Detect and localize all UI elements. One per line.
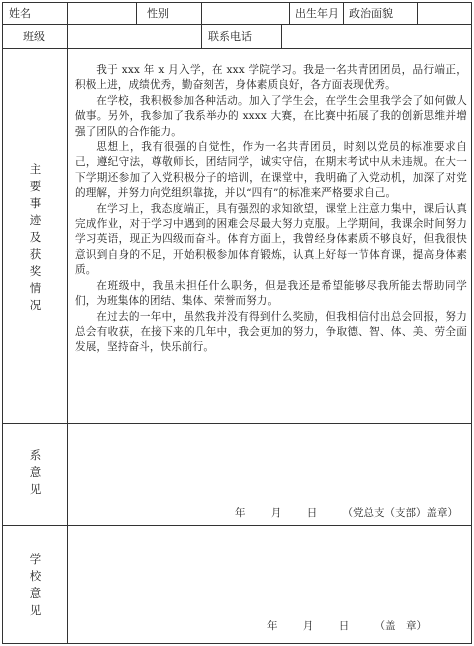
achievements-text <box>75 63 467 356</box>
achievements-section-label <box>3 161 68 314</box>
department-opinion-label <box>3 447 68 498</box>
column-divider <box>417 3 418 24</box>
label-char: 迹 <box>29 213 42 227</box>
political-status-label: 政治面貌 <box>349 7 393 20</box>
year-label: 年 <box>235 507 246 519</box>
label-column-divider <box>67 3 68 643</box>
label-char: 事 <box>29 196 42 210</box>
application-form-table <box>2 2 472 644</box>
paragraph: 在过去的一年中，虽然我并没有得到什么奖励，但我相信付出总会回报，努力总会有收获，在接下来的几年中，我会更加的努力，争取德、智、体、美、劳全面发展，坚持奋斗，快乐前行。 <box>75 310 467 354</box>
department-signature-line <box>235 505 458 520</box>
day-label: 日 <box>338 620 350 632</box>
gender-label: 性别 <box>147 7 169 20</box>
column-divider <box>289 3 290 24</box>
label-char: 及 <box>29 230 42 244</box>
name-value-field[interactable] <box>74 8 130 20</box>
phone-label: 联系电话 <box>208 30 252 43</box>
label-char: 主 <box>29 162 42 176</box>
column-divider <box>281 24 282 48</box>
seal-note: （党总支（支部）盖章） <box>342 507 459 519</box>
column-divider <box>201 3 202 24</box>
label-char: 意 <box>29 465 42 479</box>
label-char: 获 <box>29 247 42 261</box>
gender-value-field[interactable] <box>207 8 283 20</box>
row-divider <box>3 423 471 424</box>
department-opinion-field[interactable] <box>73 428 465 503</box>
school-opinion-field[interactable] <box>73 531 465 613</box>
label-char: 情 <box>29 281 42 295</box>
political-status-value-field[interactable] <box>423 8 467 20</box>
school-signature-line <box>267 618 427 633</box>
label-char: 学 <box>29 552 42 566</box>
label-char: 况 <box>29 298 42 312</box>
column-divider <box>343 3 344 24</box>
column-divider <box>201 24 202 48</box>
label-char: 见 <box>29 482 42 496</box>
seal-note: （盖 章） <box>374 620 428 632</box>
name-label: 姓名 <box>9 7 31 20</box>
birth-date-label: 出生年月 <box>295 7 339 20</box>
year-label: 年 <box>267 620 278 632</box>
day-label: 日 <box>306 507 318 519</box>
paragraph: 我于 xxx 年 x 月入学，在 xxx 学院学习。我是一名共青团团员，品行端正，积极上进，成绩优秀，勤奋刻苦，身体素质良好，各方面表现优秀。 <box>75 64 467 92</box>
label-char: 系 <box>29 448 42 462</box>
row-divider <box>3 24 471 25</box>
label-char: 意 <box>29 586 42 600</box>
row-divider <box>3 525 471 526</box>
label-char: 要 <box>29 179 42 193</box>
school-opinion-label <box>3 551 68 619</box>
class-label: 班级 <box>23 30 45 43</box>
label-char: 奖 <box>29 264 42 278</box>
month-label: 月 <box>302 620 314 632</box>
row-divider <box>3 48 471 49</box>
class-value-field[interactable] <box>74 31 194 43</box>
paragraph: 在学校，我积极参加各种活动。加入了学生会，在学生会里我学会了如何做人做事。另外，我参加了我系举办的 xxxx 大赛，在比赛中拓展了我的创新思维并增强了团队的合作能力。 <box>75 94 467 138</box>
paragraph: 在学习上，我态度端正，具有强烈的求知欲望，课堂上注意力集中，课后认真完成作业，对于学习中遇到的困难会尽最大努力克服。上学期间，我课余时间努力学习英语，现正为四级而奋斗。体育方面上，我曾经身体素质不够良好，但我很快意识到自身的不足，开始积极参加体育锻炼，认真上好每一节体育课，提高身体素质。 <box>75 202 467 277</box>
phone-value-field[interactable] <box>288 31 463 43</box>
label-char: 校 <box>29 569 42 583</box>
paragraph: 在班级中，我虽未担任什么职务，但是我还是希望能够尽我所能去帮助同学们，为班集体的团结、集体、荣誉而努力。 <box>75 279 467 308</box>
paragraph: 思想上，我有很强的自觉性，作为一名共青团员，时刻以党员的标准要求自己，遵纪守法，尊敬师长，团结同学，诚实守信，在期末考试中从未违规。在大一下学期还参加了入党积极分子的培训，在课堂中，我明确了入党动机，加深了对党的理解，并努力向党组织靠拢，并以“四有”的标准来严格要求自己。 <box>75 141 467 200</box>
month-label: 月 <box>270 507 282 519</box>
column-divider <box>136 3 137 24</box>
label-char: 见 <box>29 603 42 617</box>
